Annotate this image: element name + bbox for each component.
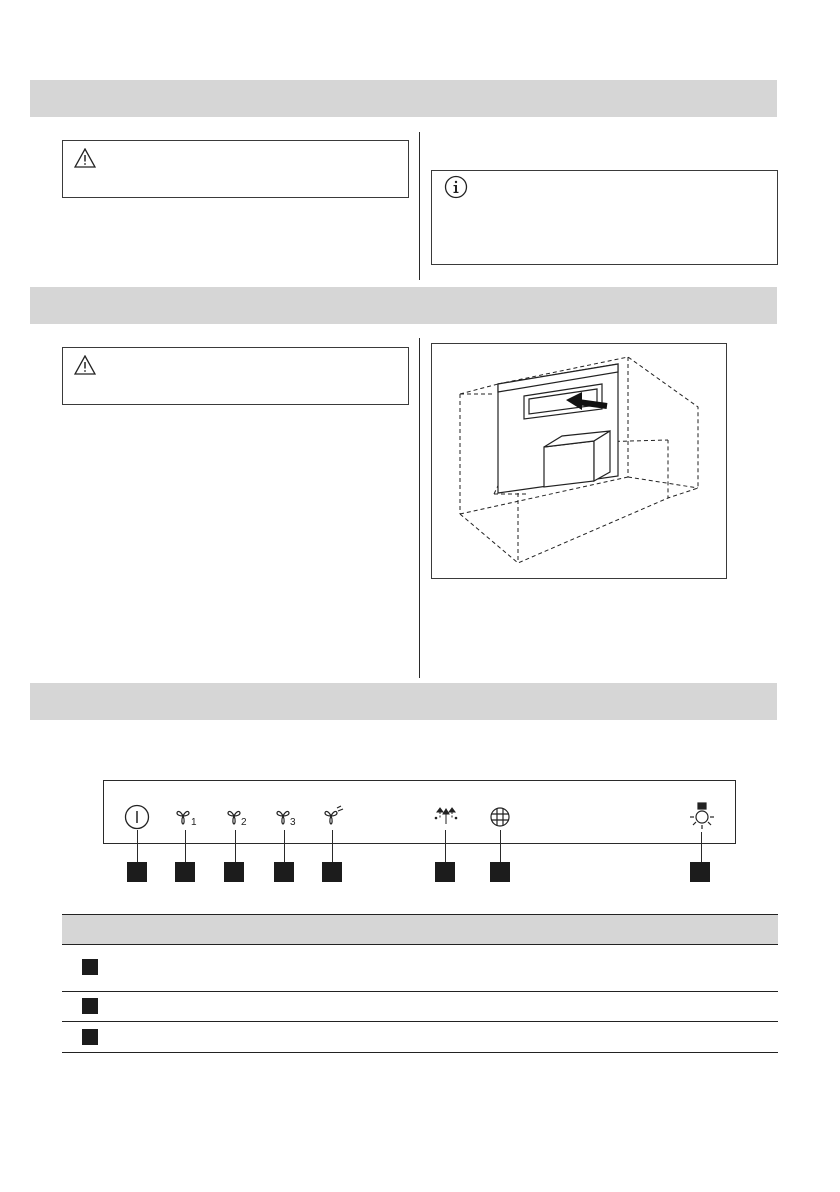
filter-grid-icon[interactable] <box>489 806 511 828</box>
table-row-marker-2 <box>82 998 98 1014</box>
table-rule-3 <box>62 1021 778 1022</box>
callout-marker-3 <box>224 862 244 882</box>
svg-text:3: 3 <box>290 817 296 827</box>
leader-line-boost <box>332 830 333 863</box>
table-header <box>62 914 778 945</box>
table-rule-4 <box>62 1052 778 1053</box>
leader-line-power <box>137 830 138 863</box>
leader-line-fan-1 <box>185 830 186 863</box>
leader-line-fan-3 <box>284 830 285 863</box>
callout-marker-8 <box>690 862 710 882</box>
table-rule-2 <box>62 991 778 992</box>
leader-line-filter <box>500 830 501 863</box>
callout-marker-7 <box>490 862 510 882</box>
table-row-marker-3 <box>82 1029 98 1045</box>
leader-line-fan-2 <box>235 830 236 863</box>
table-row-marker-1 <box>82 959 98 975</box>
svg-text:2: 2 <box>241 817 247 827</box>
power-icon[interactable] <box>124 804 150 830</box>
fan-speed-3-icon[interactable] <box>275 807 299 827</box>
callout-marker-6 <box>435 862 455 882</box>
svg-text:1: 1 <box>191 817 197 827</box>
column-divider-2 <box>419 338 420 678</box>
fan-boost-icon[interactable] <box>321 805 345 827</box>
section-header-2 <box>30 287 777 324</box>
fan-speed-2-icon[interactable] <box>226 807 250 827</box>
section-header-1 <box>30 80 777 117</box>
callout-marker-5 <box>322 862 342 882</box>
leader-line-light <box>701 832 702 863</box>
warning-box-2 <box>62 347 409 405</box>
callout-marker-4 <box>274 862 294 882</box>
warning-triangle-icon <box>74 355 96 375</box>
leader-line-extraction <box>445 830 446 863</box>
light-icon[interactable] <box>688 802 716 832</box>
column-divider-1 <box>419 132 420 280</box>
fan-speed-1-icon[interactable] <box>175 807 199 827</box>
warning-triangle-icon <box>74 148 96 168</box>
extraction-icon[interactable] <box>433 806 459 826</box>
hood-drawer-illustration <box>431 343 727 579</box>
table-rule-1 <box>62 944 778 945</box>
callout-marker-2 <box>175 862 195 882</box>
info-box <box>431 170 778 265</box>
section-header-3 <box>30 683 777 720</box>
illustration-drawing <box>432 344 726 578</box>
warning-box-1 <box>62 140 409 198</box>
info-circle-icon <box>444 175 468 199</box>
callout-marker-1 <box>127 862 147 882</box>
